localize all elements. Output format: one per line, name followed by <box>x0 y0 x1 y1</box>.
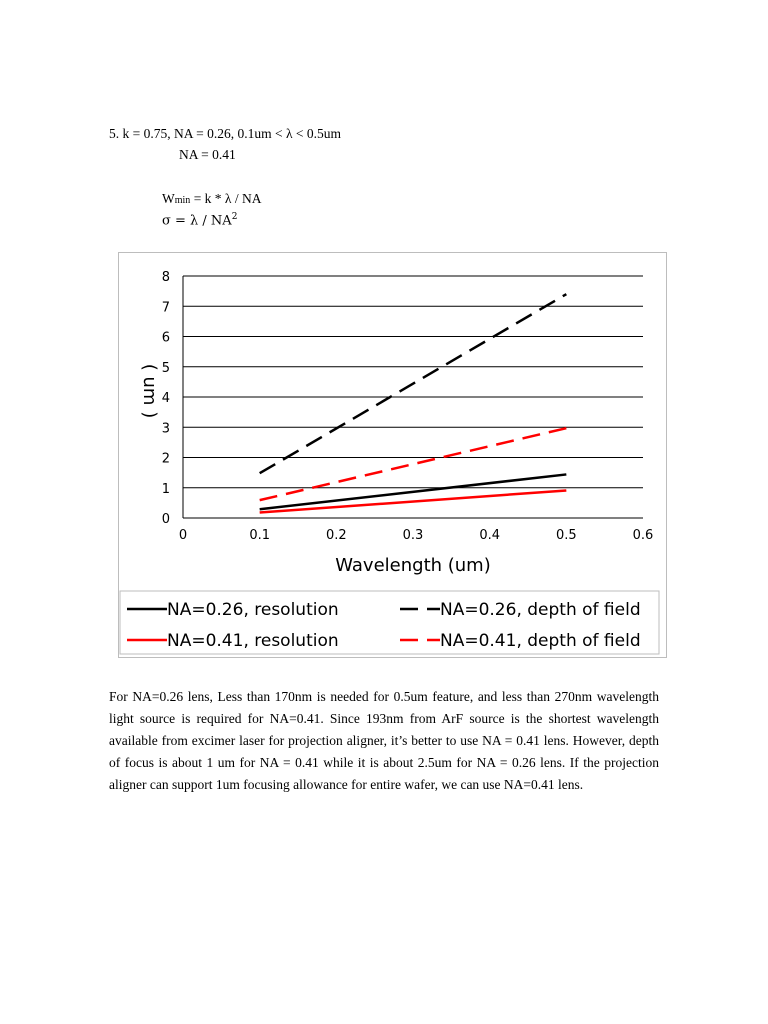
explanation-paragraph: For NA=0.26 lens, Less than 170nm is needed for 0.5um feature, and less than 270nm wavelength light source is required for NA=0.41. Since 193nm from ArF source is the shortest wavelength available from excimer laser for projection aligner, it’s better to use NA = 0.41 lens. However, depth of focus is about 1 um for NA = 0.41 while it is about 2.5um for NA = 0.26 lens. If the projection aligner can support 1um focusing allowance for entire wafer, we can use NA=0.41 lens. <box>109 689 659 792</box>
y-tick-label: 5 <box>161 360 170 376</box>
series-line-4 <box>260 428 567 500</box>
legend-label-4: NA=0.41, depth of field <box>440 631 641 651</box>
x-tick-label: 0.4 <box>479 528 501 543</box>
formula-sigma-main: σ = λ / NA <box>162 213 232 229</box>
x-tick-label: 0.6 <box>632 528 654 543</box>
legend-label-1: NA=0.26, resolution <box>167 600 339 620</box>
formula-sigma <box>162 212 237 228</box>
formula-wmin <box>162 191 261 207</box>
y-tick-label: 8 <box>161 270 170 285</box>
problem-line-2: NA = 0.41 <box>179 147 236 162</box>
y-tick-label: 6 <box>161 330 170 346</box>
x-tick-label: 0.5 <box>555 528 577 543</box>
legend-label-2: NA=0.26, depth of field <box>440 600 641 620</box>
series-line-1 <box>260 474 567 509</box>
y-tick-label: 2 <box>161 451 170 467</box>
y-axis-title: ( um ) <box>139 363 160 419</box>
series-line-2 <box>260 294 567 473</box>
y-tick-label: 1 <box>161 481 170 497</box>
formula-wmin-rest: = k * λ / NA <box>190 191 262 206</box>
x-tick-label: 0 <box>178 528 188 543</box>
x-tick-label: 0.3 <box>402 528 424 543</box>
formula-wmin-prefix: W <box>162 191 175 206</box>
y-tick-label: 7 <box>161 300 170 316</box>
chart-frame <box>118 252 667 658</box>
y-tick-label: 3 <box>161 421 170 437</box>
formula-sigma-superscript: 2 <box>231 212 238 222</box>
formula-wmin-subscript: min <box>174 195 191 206</box>
series-line-3 <box>260 490 567 512</box>
y-tick-label: 0 <box>161 512 170 527</box>
x-tick-label: 0.2 <box>325 528 347 543</box>
wavelength-chart <box>119 253 666 657</box>
legend-label-3: NA=0.41, resolution <box>167 631 339 651</box>
x-axis-title: Wavelength (um) <box>335 555 491 576</box>
problem-line-1: 5. k = 0.75, NA = 0.26, 0.1um < λ < 0.5um <box>109 126 342 141</box>
x-tick-label: 0.1 <box>249 528 271 543</box>
y-tick-label: 4 <box>161 391 170 406</box>
